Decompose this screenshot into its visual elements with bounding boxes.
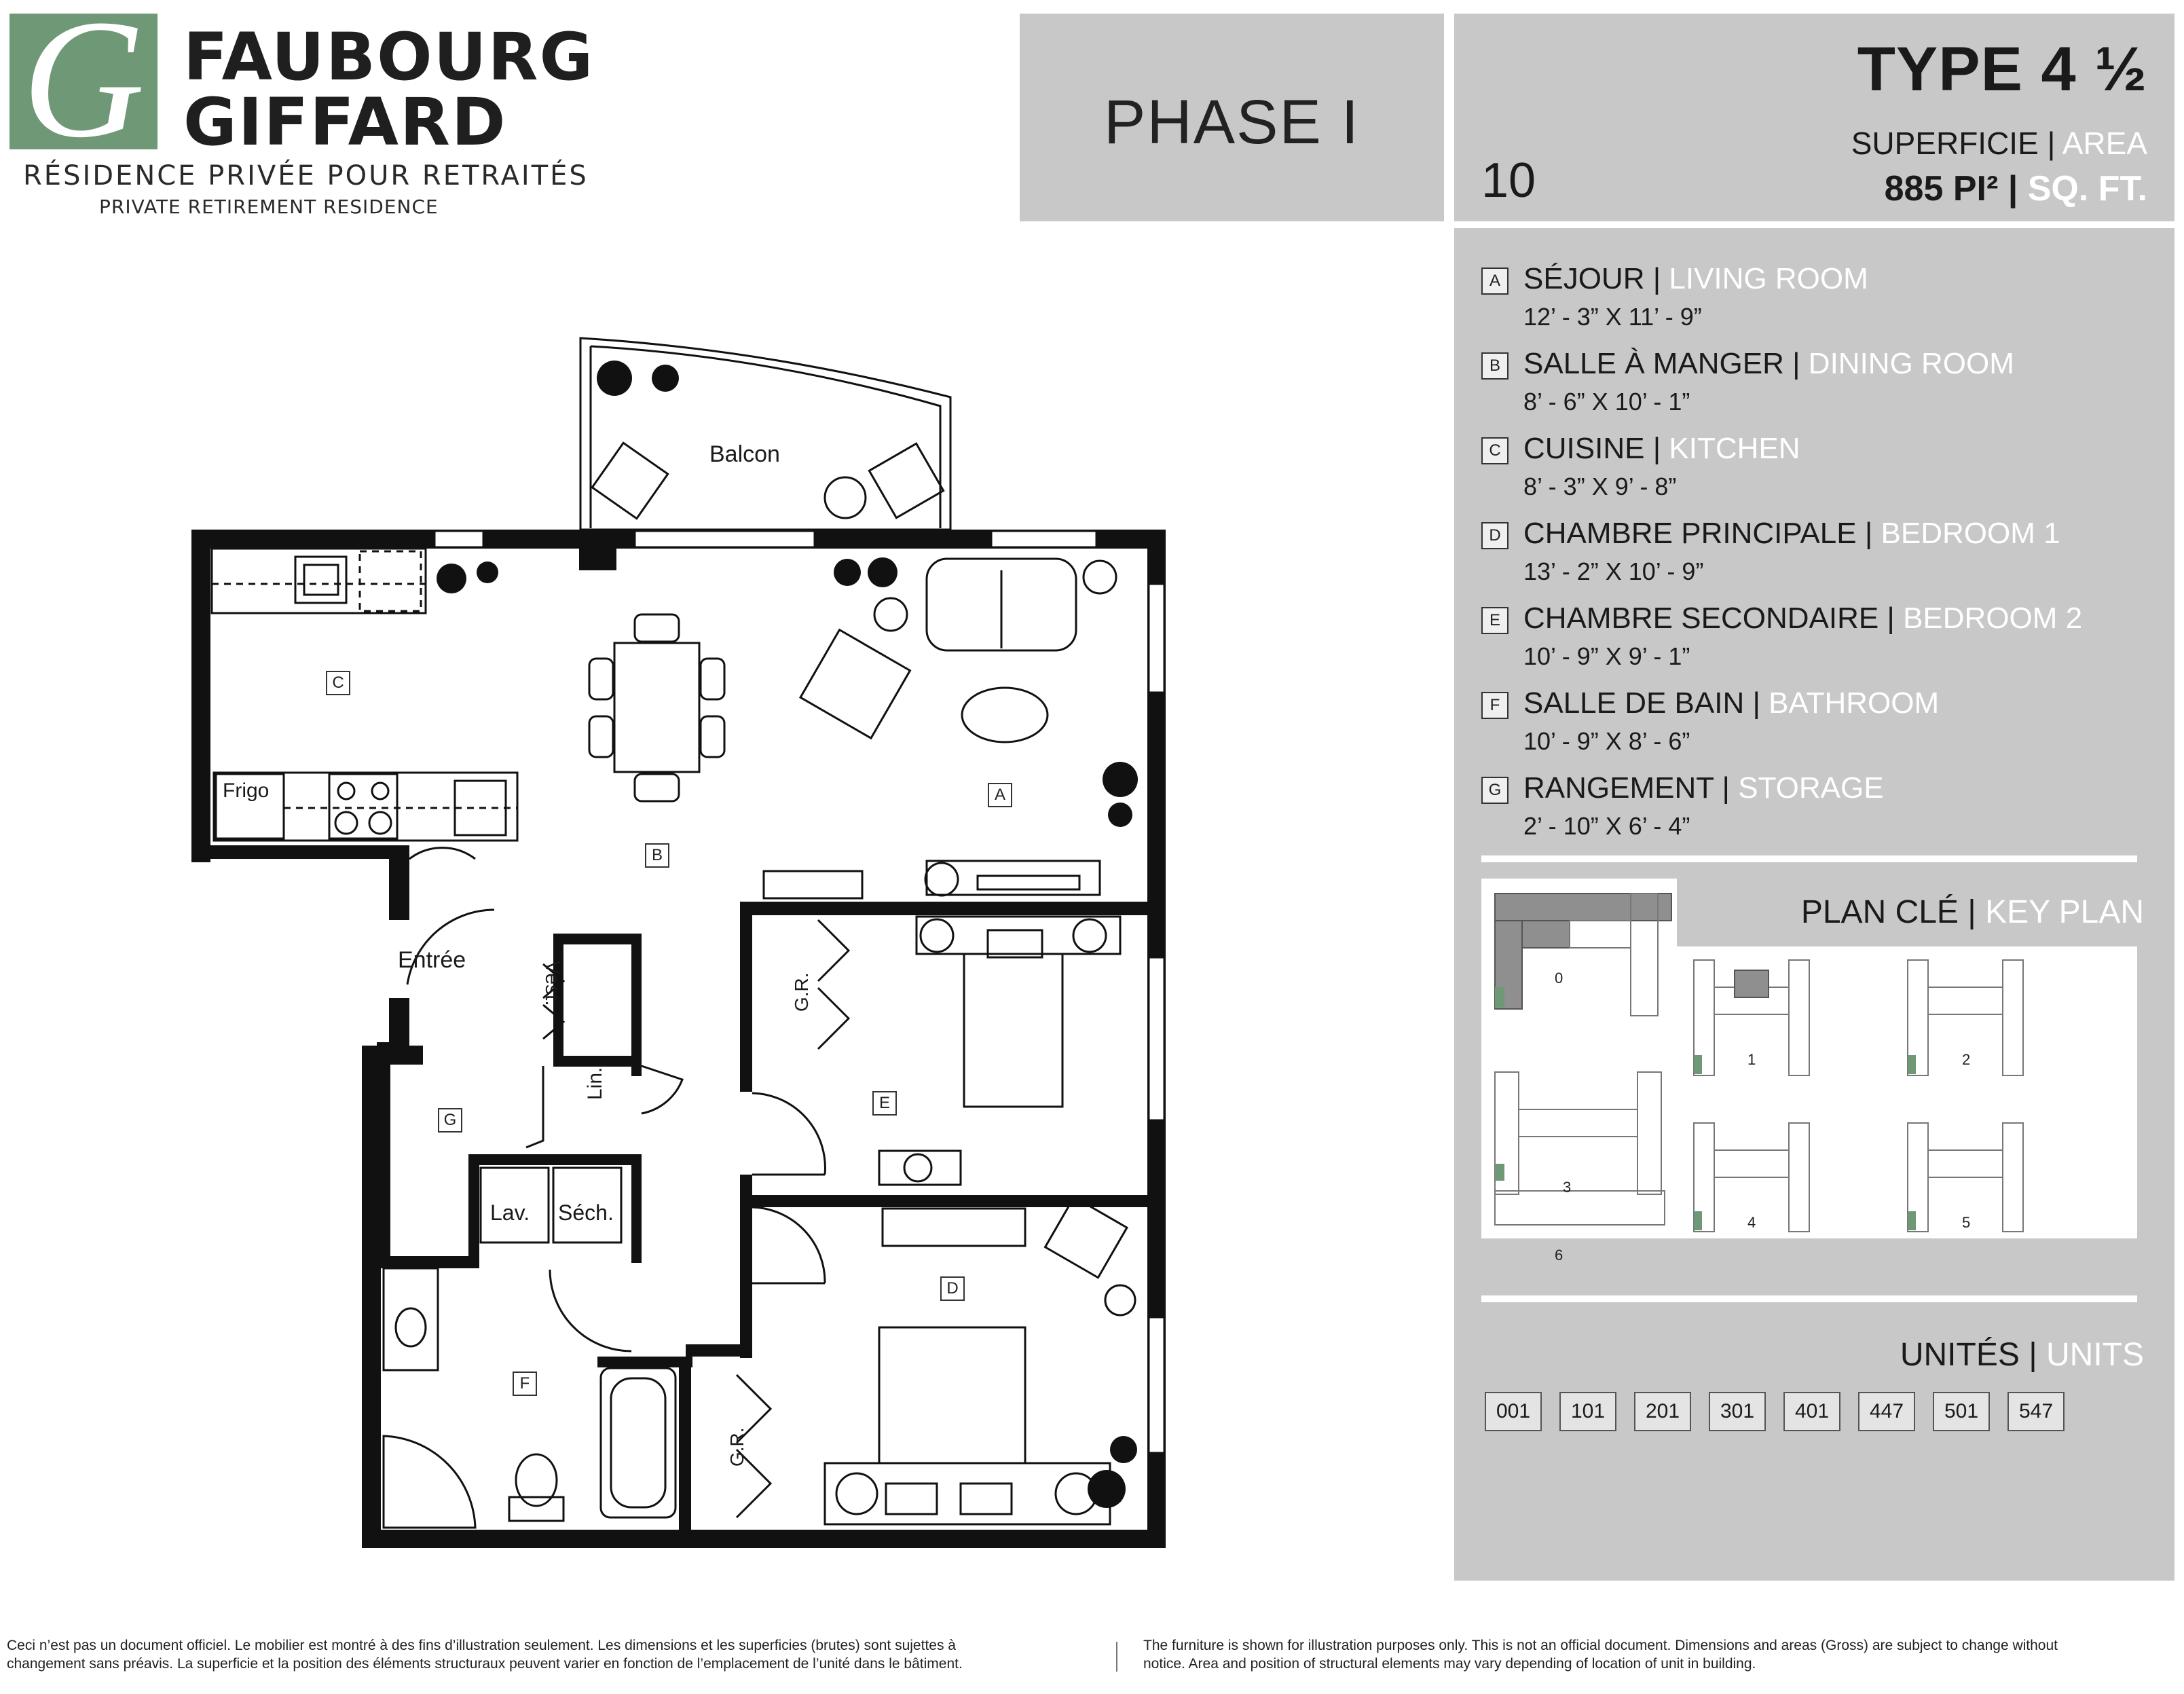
vanity [384, 1268, 438, 1370]
area-separator: | [2007, 169, 2018, 208]
key-plan-floor-label: 6 [1555, 1247, 1563, 1264]
unit-markers [1694, 1055, 1916, 1230]
room-dimensions: 10’ - 9” X 8’ - 6” [1523, 727, 1690, 755]
unit-chip: 547 [2007, 1392, 2065, 1431]
toilet [516, 1454, 557, 1506]
linen-door [642, 1066, 682, 1113]
logo-letter: G [22, 0, 145, 173]
label-closet-bedroom-1: G.R. [726, 1427, 747, 1467]
key-plan-floor-label: 4 [1747, 1214, 1756, 1231]
unit-type-box [1454, 14, 2174, 221]
unit-chip: 447 [1858, 1392, 1915, 1431]
balcony-chair [869, 443, 943, 517]
bath-door-swing [550, 1270, 631, 1351]
disclaimer-en-line2: notice. Area and position of structural elements may vary depending of location of unit in building. [1143, 1656, 1756, 1672]
sink-basin [304, 565, 338, 595]
unit-marker [1495, 1164, 1504, 1181]
plan-tag-e: E [872, 1091, 897, 1116]
plan-tag-f: F [513, 1371, 537, 1396]
unit-chip: 501 [1933, 1392, 1990, 1431]
balcony-chair [592, 443, 667, 518]
disclaimer-fr-line2: changement sans préavis. La superficie et la position des éléments structuraux peuvent varier en fonction de l’emplacement de l’unité dans le bâtiment. [7, 1656, 963, 1672]
area-label-fr: SUPERFICIE [1851, 126, 2039, 161]
room-letter: B [1481, 352, 1509, 380]
upper-cabinet [360, 551, 421, 611]
plan-tag-a: A [988, 783, 1012, 807]
dresser-1 [883, 1209, 1025, 1246]
disclaimer-en-line1: The furniture is shown for illustration purposes only. This is not an official document. Dimensions and areas (Gross) are subject to change without [1143, 1638, 2058, 1653]
room-letter: F [1481, 692, 1509, 719]
disclaimer-fr-line1: Ceci n’est pas un document officiel. Le mobilier est montré à des fins d’illustration seulement. Les dimensions et les superficies (brutes) sont sujettes à [7, 1638, 956, 1653]
area-value-fr: 885 PI² [1884, 169, 1999, 208]
area-label-en: AREA [2062, 126, 2147, 161]
key-plan-floors [1677, 946, 2137, 1238]
room-letter: D [1481, 522, 1509, 549]
divider [1481, 1295, 2137, 1302]
unit-number: 10 [1481, 153, 1536, 208]
footer-divider [1116, 1642, 1117, 1672]
room-letter: E [1481, 607, 1509, 634]
brand-tagline-fr: RÉSIDENCE PRIVÉE POUR RETRAITÉS [23, 160, 589, 191]
room-name: CHAMBRE SECONDAIRE | BEDROOM 2 [1523, 602, 2083, 635]
balcony-plants [597, 361, 679, 396]
plan-tag-g: G [438, 1108, 462, 1133]
divider [1481, 855, 2137, 862]
unit-chip: 101 [1559, 1392, 1616, 1431]
room-letter: C [1481, 437, 1509, 464]
key-plan-floor-label: 1 [1747, 1051, 1756, 1068]
key-plan-floor-label: 0 [1555, 970, 1563, 987]
label-linen: Lin. [584, 1067, 606, 1100]
door-swing [409, 848, 475, 859]
key-plan-title: PLAN CLÉ | KEY PLAN [1800, 894, 2144, 930]
balcony-railing [591, 346, 940, 528]
plan-tag-d: D [940, 1276, 965, 1301]
units-title: UNITÉS | UNITS [1900, 1337, 2144, 1373]
room-name: SÉJOUR | LIVING ROOM [1523, 262, 1868, 295]
room-dimensions: 13’ - 2” X 10’ - 9” [1523, 557, 1704, 585]
armchair [1045, 1197, 1127, 1278]
side-table [764, 871, 862, 898]
unit-chip: 401 [1783, 1392, 1840, 1431]
area-unit-en: SQ. FT. [2027, 169, 2147, 208]
door-swing [752, 1207, 825, 1283]
room-dimensions: 2’ - 10” X 6’ - 4” [1523, 812, 1690, 840]
key-plan-floor-label: 2 [1962, 1051, 1971, 1068]
key-plan-floor-label: 3 [1563, 1179, 1572, 1196]
unit-chip: 201 [1634, 1392, 1691, 1431]
room-dimensions: 8’ - 3” X 9’ - 8” [1523, 473, 1677, 500]
bed-1 [879, 1327, 1025, 1463]
indoor-plants [437, 557, 1138, 1508]
area-value [1885, 168, 2147, 209]
stove [329, 774, 397, 839]
room-dimensions: 8’ - 6” X 10’ - 1” [1523, 388, 1690, 416]
unit-marker [1495, 987, 1504, 1008]
interior-walls [191, 845, 1147, 1534]
unit-type-title: TYPE 4 ½ [1857, 35, 2147, 104]
plan-tag-c: C [326, 671, 350, 695]
unit-chip: 301 [1709, 1392, 1766, 1431]
dresser-2 [879, 1151, 961, 1185]
area-separator: | [2047, 126, 2056, 161]
phase-label: PHASE I [1103, 88, 1360, 157]
label-closet-bedroom-2: G.R. [791, 972, 812, 1012]
brand-name-line2: GIFFARD [183, 84, 507, 160]
brand-tagline-en: PRIVATE RETIREMENT RESIDENCE [99, 196, 439, 218]
storage-door [526, 1066, 543, 1147]
room-schedule-panel [1454, 228, 2174, 1581]
balcony-table [825, 477, 866, 518]
unit-chip: 001 [1485, 1392, 1542, 1431]
room-dimensions: 10’ - 9” X 9’ - 1” [1523, 642, 1690, 670]
door-swing [752, 1093, 825, 1175]
label-washer: Lav. [490, 1200, 530, 1225]
label-fridge: Frigo [223, 779, 270, 802]
label-dryer: Séch. [558, 1200, 614, 1225]
room-name: CHAMBRE PRINCIPALE | BEDROOM 1 [1523, 517, 2060, 550]
room-name: SALLE À MANGER | DINING ROOM [1523, 347, 2014, 380]
bed-2 [964, 954, 1062, 1107]
room-letter: A [1481, 268, 1509, 295]
label-balcony: Balcon [709, 441, 780, 467]
closet-doors [818, 920, 849, 1049]
label-vestibule: Vest. [541, 961, 563, 1006]
room-name: SALLE DE BAIN | BATHROOM [1523, 686, 1940, 720]
plan-tag-b: B [645, 843, 669, 868]
key-plan-ground-floor [1481, 879, 1677, 1238]
room-name: RANGEMENT | STORAGE [1523, 771, 1884, 805]
room-dimensions: 12’ - 3” X 11’ - 9” [1523, 303, 1702, 331]
label-entry: Entrée [398, 947, 466, 973]
room-name: CUISINE | KITCHEN [1523, 432, 1800, 465]
coffee-table [962, 688, 1048, 742]
room-letter: G [1481, 777, 1509, 804]
armchair [800, 630, 910, 739]
key-plan-floor-label: 5 [1962, 1214, 1971, 1231]
shower [384, 1436, 475, 1528]
brand-name-line1: FAUBOURG [183, 19, 595, 95]
dining-table [614, 643, 699, 772]
area-label [1851, 125, 2147, 162]
